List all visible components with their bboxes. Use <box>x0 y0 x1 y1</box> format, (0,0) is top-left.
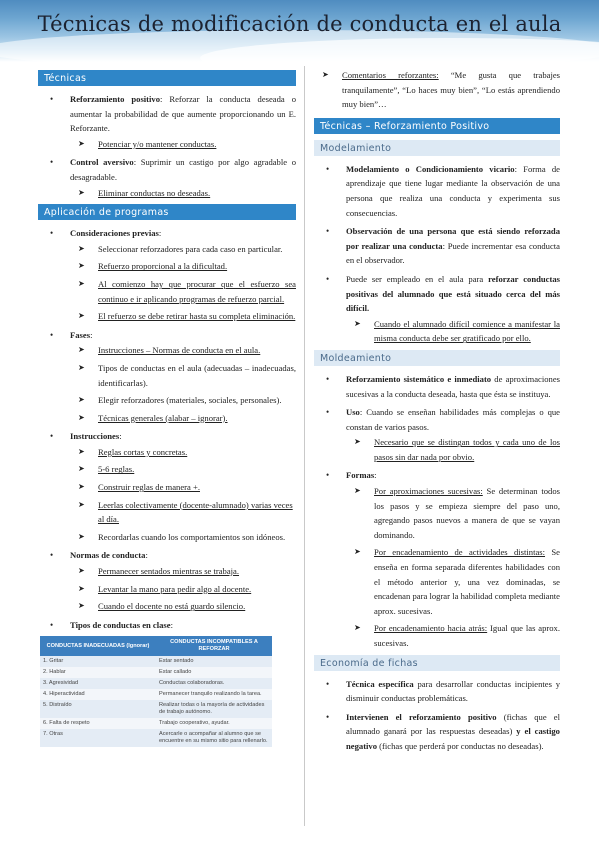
column-divider <box>304 66 305 826</box>
sub-item: ➤ Por encadenamiento hacia atrás: Igual que las aprox. sucesivas. <box>346 621 560 650</box>
sub-item: ➤ Comentarios reforzantes: “Me gusta que trabajes tranquilamente”, “Lo haces muy bien”, “Lo estás aprendiendo muy bien”… <box>314 68 560 112</box>
list-item: • Intervienen el reforzamiento positivo (fichas que el alumnado ganará por las respuestas deseadas) y el castigo negativo (fichas que perderá por conductas no deseadas). <box>314 710 560 754</box>
table-row: 2. Hablar Estar callado <box>40 667 272 678</box>
right-column <box>314 66 560 758</box>
sub-item: ➤ Necesario que se distingan todos y cada uno de los pasos sin dar nada por obvio. <box>346 435 560 464</box>
sub-item: ➤ Recordarlas cuando los comportamientos son idóneos. <box>70 530 296 545</box>
list-item: • Normas de conducta: ➤ Permanecer sentados mientras se trabaja. ➤ Levantar la mano para pedir algo al docente. ➤ Cuando el docente no está guardo silencio. <box>38 548 296 613</box>
list-item: • Reforzamiento sistemático e inmediato de aproximaciones sucesivas a la conducta deseada, hasta que ésta se instituya. <box>314 372 560 401</box>
sub-item: ➤ Permanecer sentados mientras se trabaja. <box>70 564 296 579</box>
sub-item: ➤ Tipos de conductas en el aula (adecuadas – inadecuadas, identificarlas). <box>70 361 296 390</box>
table-row: 3. Agresividad Conductas colaboradoras. <box>40 678 272 689</box>
sub-item: ➤ Por aproximaciones sucesivas: Se determinan todos los pasos y se empieza siempre del paso uno, agregando pasos nuevos a manera de que se vayan dominando. <box>346 484 560 542</box>
section-heading: Aplicación de programas <box>38 204 296 220</box>
table-header: CONDUCTAS INCOMPATIBLES A REFORZAR <box>156 636 272 656</box>
sub-item: ➤ Elegir reforzadores (materiales, sociales, personales). <box>70 393 296 408</box>
list-item: • Técnica específica para desarrollar conductas incipientes y disminuir conductas problemáticas. <box>314 677 560 706</box>
sub-item: ➤ Técnicas generales (alabar – ignorar). <box>70 411 296 426</box>
table-row: 6. Falta de respeto Trabajo cooperativo, ayudar. <box>40 718 272 729</box>
sub-item: ➤ El refuerzo se debe retirar hasta su completa eliminación. <box>70 309 296 324</box>
table-row: 7. Otras Acercarle o acompañar al alumno que se encuentre en su mismo sitio para rellenarlo. <box>40 729 272 747</box>
table-header: CONDUCTAS INADECUADAS (Ignorar) <box>40 636 156 656</box>
list-item: • Puede ser empleado en el aula para reforzar conductas positivas del alumnado que está situado cerca del más difícil. ➤ Cuando el alumnado difícil comience a manifestar la misma conducta debe ser gratificado por ello. <box>314 272 560 346</box>
sub-item: ➤ Reglas cortas y concretas. <box>70 445 296 460</box>
sub-item: ➤ Cuando el docente no está guardo silencio. <box>70 599 296 614</box>
list-item: • Modelamiento o Condicionamiento vicario: Forma de aprendizaje que tiene lugar mediante la observación de una persona que realiza una conducta y experimenta sus consecuencias. <box>314 162 560 220</box>
sub-item: ➤ 5-6 reglas. <box>70 462 296 477</box>
list-item: • Instrucciones: ➤ Reglas cortas y concretas. ➤ 5-6 reglas. ➤ Construir reglas de manera +. ➤ Leerlas colectivamente (docente-alumnado) varias veces al día. ➤ Recordarlas cuando los comportamientos son idóneos. <box>38 429 296 544</box>
sub-item: ➤ Al comienzo hay que procurar que el esfuerzo sea continuo e ir aplicando programas de refuerzo parcial. <box>70 277 296 306</box>
conduct-table <box>40 636 272 747</box>
sub-item: ➤ Cuando el alumnado difícil comience a manifestar la misma conducta debe ser gratificado por ello. <box>346 317 560 346</box>
left-column <box>38 66 296 747</box>
page-header <box>0 0 599 62</box>
table-row: 4. Hiperactividad Permanecer tranquilo realizando la tarea. <box>40 689 272 700</box>
sub-item: ➤ Instrucciones – Normas de conducta en el aula. <box>70 343 296 358</box>
sub-item: ➤ Eliminar conductas no deseadas. <box>70 186 296 201</box>
list-item: • Reforzamiento positivo: Reforzar la conducta deseada o aumentar la probabilidad de que aumente proporcionando un E. Reforzante. ➤ Potenciar y/o mantener conductas. <box>38 92 296 151</box>
list-item: • Control aversivo: Suprimir un castigo por algo agradable o desagradable. ➤ Eliminar conductas no deseadas. <box>38 155 296 200</box>
sub-item: ➤ Potenciar y/o mantener conductas. <box>70 137 296 152</box>
sub-item: ➤ Por encadenamiento de actividades distintas: Se enseña en forma separada diferentes habilidades con el método anterior y, una vez dominadas, se encadenan para lograr la habilidad completa mediante aprox. sucesivas. <box>346 545 560 618</box>
list-item: • Consideraciones previas: ➤ Seleccionar reforzadores para cada caso en particular. ➤ Refuerzo proporcional a la dificultad. ➤ Al comienzo hay que procurar que el esfuerzo sea continuo e ir aplicando programas de refuerzo parcial. ➤ El refuerzo se debe retirar hasta su completa eliminación. <box>38 226 296 324</box>
table-row: 5. Distraído Realizar todas o la mayoría de actividades de trabajo autónomo. <box>40 700 272 718</box>
sub-item: ➤ Levantar la mano para pedir algo al docente. <box>70 582 296 597</box>
list-item: • Uso: Cuando se enseñan habilidades más complejas o que constan de varios pasos. ➤ Necesario que se distingan todos y cada uno de los pasos sin dar nada por obvio. <box>314 405 560 464</box>
sub-item: ➤ Leerlas colectivamente (docente-alumnado) varias veces al día. <box>70 498 296 527</box>
list-item: • Observación de una persona que está siendo reforzada por realizar una conducta: Puede incrementar esa conducta en el observador. <box>314 224 560 268</box>
subsection-heading: Modelamiento <box>314 140 560 156</box>
page-title: Técnicas de modificación de conducta en el aula <box>37 12 562 36</box>
sub-item: ➤ Seleccionar reforzadores para cada caso en particular. <box>70 242 296 257</box>
list-item: • Formas: ➤ Por aproximaciones sucesivas: Se determinan todos los pasos y se empieza siempre del paso uno, agregando pasos nuevos a manera de que se vayan dominando. ➤ Por encadenamiento de actividades distintas: Se enseña en forma separada diferentes habilidades con el método anterior y, una vez dominadas, se encadenan para lograr la habilidad completa mediante aprox. sucesivas. ➤ Por encadenamiento hacia atrás: Igual que las aprox. sucesivas. <box>314 468 560 650</box>
sub-item: ➤ Refuerzo proporcional a la dificultad. <box>70 259 296 274</box>
list-item: • Tipos de conductas en clase: <box>38 618 296 633</box>
section-heading: Técnicas – Reforzamiento Positivo <box>314 118 560 134</box>
list-item: • Fases: ➤ Instrucciones – Normas de conducta en el aula. ➤ Tipos de conductas en el aula (adecuadas – inadecuadas, identificarlas). ➤ Elegir reforzadores (materiales, sociales, personales). ➤ Técnicas generales (alabar – ignorar). <box>38 328 296 426</box>
subsection-heading: Moldeamiento <box>314 350 560 366</box>
table-row: 1. Gritar Estar sentado <box>40 656 272 667</box>
sub-item: ➤ Construir reglas de manera +. <box>70 480 296 495</box>
section-heading: Técnicas <box>38 70 296 86</box>
subsection-heading: Economía de fichas <box>314 655 560 671</box>
